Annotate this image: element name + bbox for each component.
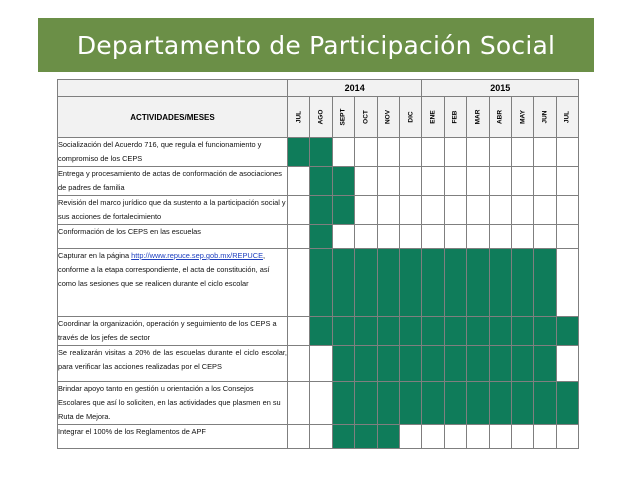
empty-cell [422, 425, 444, 449]
scheduled-cell [444, 346, 466, 382]
empty-cell [511, 167, 533, 196]
scheduled-cell [399, 249, 421, 317]
table-row [58, 317, 579, 346]
empty-cell [422, 167, 444, 196]
scheduled-cell [489, 317, 511, 346]
empty-cell [422, 196, 444, 225]
month-label: SEPT [339, 108, 347, 126]
month-header [332, 97, 354, 138]
scheduled-cell [511, 346, 533, 382]
activities-column-header: ACTIVIDADES/MESES [58, 97, 288, 138]
empty-cell [467, 167, 489, 196]
table-row [58, 382, 579, 425]
empty-cell [534, 225, 556, 249]
scheduled-cell [377, 346, 399, 382]
month-label: FEB [451, 110, 459, 124]
month-label: DIC [407, 111, 415, 123]
activity-text: Coordinar la organización, operación y seguimiento de los CEPS a través de los jefes de sector [58, 319, 277, 342]
month-header [556, 97, 578, 138]
scheduled-cell [467, 382, 489, 425]
scheduled-cell [511, 249, 533, 317]
scheduled-cell [332, 346, 354, 382]
activity-description [58, 382, 288, 425]
scheduled-cell [355, 425, 377, 449]
scheduled-cell [355, 346, 377, 382]
empty-cell [288, 317, 310, 346]
table-row [58, 425, 579, 449]
scheduled-cell [467, 249, 489, 317]
scheduled-cell [332, 249, 354, 317]
table-row [58, 138, 579, 167]
table-row [58, 346, 579, 382]
empty-cell [511, 225, 533, 249]
activity-text: , conforme a la etapa correspondiente, el acta de constitución, así como las sesiones que se realicen durante el ciclo escolar [58, 251, 270, 288]
scheduled-cell [332, 425, 354, 449]
table-row [58, 196, 579, 225]
empty-cell [332, 138, 354, 167]
scheduled-cell [332, 317, 354, 346]
empty-cell [467, 196, 489, 225]
empty-cell [556, 249, 578, 317]
scheduled-cell [310, 249, 332, 317]
empty-cell [556, 167, 578, 196]
activity-description [58, 138, 288, 167]
scheduled-cell [556, 382, 578, 425]
scheduled-cell [422, 382, 444, 425]
empty-cell [399, 225, 421, 249]
empty-cell [288, 225, 310, 249]
scheduled-cell [377, 317, 399, 346]
empty-cell [310, 382, 332, 425]
month-header [489, 97, 511, 138]
empty-cell [310, 425, 332, 449]
month-header [310, 97, 332, 138]
activity-description [58, 249, 288, 317]
empty-cell [444, 425, 466, 449]
year-header-row [58, 80, 579, 97]
scheduled-cell [288, 138, 310, 167]
scheduled-cell [377, 425, 399, 449]
empty-cell [556, 138, 578, 167]
scheduled-cell [534, 382, 556, 425]
scheduled-cell [489, 346, 511, 382]
empty-cell [467, 425, 489, 449]
empty-cell [399, 138, 421, 167]
empty-cell [422, 138, 444, 167]
empty-cell [288, 196, 310, 225]
scheduled-cell [422, 346, 444, 382]
scheduled-cell [355, 317, 377, 346]
empty-cell [377, 196, 399, 225]
empty-cell [288, 382, 310, 425]
scheduled-cell [511, 382, 533, 425]
scheduled-cell [467, 317, 489, 346]
activity-text: Socialización del Acuerdo 716, que regula el funcionamiento y compromiso de los CEPS [58, 140, 262, 163]
empty-cell [355, 196, 377, 225]
empty-cell [556, 225, 578, 249]
activity-description [58, 225, 288, 249]
empty-cell [444, 196, 466, 225]
month-header [444, 97, 466, 138]
empty-cell [399, 425, 421, 449]
empty-cell [556, 425, 578, 449]
scheduled-cell [534, 249, 556, 317]
scheduled-cell [399, 382, 421, 425]
scheduled-cell [377, 382, 399, 425]
month-label: AGO [317, 109, 325, 125]
month-label: JUL [295, 110, 303, 124]
scheduled-cell [332, 196, 354, 225]
table-row [58, 249, 579, 317]
scheduled-cell [444, 382, 466, 425]
empty-cell [556, 346, 578, 382]
scheduled-cell [310, 167, 332, 196]
scheduled-cell [489, 249, 511, 317]
activity-description [58, 317, 288, 346]
month-header [467, 97, 489, 138]
scheduled-cell [332, 167, 354, 196]
empty-cell [355, 167, 377, 196]
empty-cell [489, 225, 511, 249]
empty-cell [511, 425, 533, 449]
empty-cell [377, 138, 399, 167]
activity-description [58, 167, 288, 196]
empty-cell [355, 225, 377, 249]
empty-cell [534, 196, 556, 225]
month-label: NOV [384, 109, 392, 125]
scheduled-cell [467, 346, 489, 382]
month-label: JUN [541, 110, 549, 124]
empty-cell [399, 196, 421, 225]
scheduled-cell [511, 317, 533, 346]
activity-text: Se realizarán visitas a 20% de las escuelas durante el ciclo escolar, para verificar las acciones realizadas por el CEPS [58, 348, 287, 371]
month-header [288, 97, 310, 138]
empty-cell [467, 225, 489, 249]
table-row [58, 167, 579, 196]
empty-cell [467, 138, 489, 167]
empty-cell [444, 138, 466, 167]
month-header [511, 97, 533, 138]
empty-cell [288, 425, 310, 449]
activity-text: Integrar el 100% de los Reglamentos de APF [58, 427, 206, 436]
scheduled-cell [332, 382, 354, 425]
year-header: 2014 [288, 80, 422, 97]
scheduled-cell [422, 317, 444, 346]
repuce-link[interactable]: http://www.repuce.sep.gob.mx/REPUCE [131, 251, 263, 260]
scheduled-cell [444, 317, 466, 346]
scheduled-cell [422, 249, 444, 317]
empty-cell [489, 196, 511, 225]
empty-cell [399, 167, 421, 196]
scheduled-cell [310, 317, 332, 346]
month-header [534, 97, 556, 138]
empty-cell [444, 167, 466, 196]
scheduled-cell [377, 249, 399, 317]
scheduled-cell [489, 382, 511, 425]
empty-cell [511, 138, 533, 167]
month-header [422, 97, 444, 138]
page-title: Departamento de Participación Social [38, 18, 594, 72]
empty-cell [489, 425, 511, 449]
activity-text: Capturar en la página [58, 251, 132, 260]
table-row [58, 225, 579, 249]
activity-description [58, 346, 288, 382]
scheduled-cell [534, 317, 556, 346]
empty-cell [355, 138, 377, 167]
empty-cell [422, 225, 444, 249]
empty-cell [377, 225, 399, 249]
empty-cell [288, 167, 310, 196]
empty-cell [332, 225, 354, 249]
month-header [355, 97, 377, 138]
year-header: 2015 [422, 80, 579, 97]
activity-text: Brindar apoyo tanto en gestión u orientación a los Consejos Escolares que así lo soliciten, en las actividades que plasmen en su Ruta de Mejora. [58, 384, 281, 421]
empty-cell [288, 346, 310, 382]
scheduled-cell [310, 138, 332, 167]
empty-cell [377, 167, 399, 196]
empty-cell [534, 138, 556, 167]
activity-description [58, 196, 288, 225]
empty-cell [288, 249, 310, 317]
activity-text: Revisión del marco jurídico que da sustento a la participación social y sus acciones de fortalecimiento [58, 198, 286, 221]
month-label: MAY [519, 110, 527, 124]
month-label: JUL [563, 110, 571, 124]
scheduled-cell [444, 249, 466, 317]
empty-cell [489, 167, 511, 196]
activity-text: Conformación de los CEPS en las escuelas [58, 227, 201, 236]
scheduled-cell [399, 346, 421, 382]
activity-description [58, 425, 288, 449]
month-header-row [58, 97, 579, 138]
month-label: MAR [474, 109, 482, 125]
month-header [377, 97, 399, 138]
month-label: OCT [362, 110, 370, 124]
month-label: ABR [496, 109, 504, 125]
scheduled-cell [355, 382, 377, 425]
empty-cell [534, 167, 556, 196]
empty-cell [556, 196, 578, 225]
activity-text: Entrega y procesamiento de actas de conformación de asociaciones de padres de familia [58, 169, 282, 192]
scheduled-cell [310, 196, 332, 225]
year-header-blank [58, 80, 288, 97]
scheduled-cell [310, 225, 332, 249]
empty-cell [511, 196, 533, 225]
month-label: ENE [429, 110, 437, 124]
empty-cell [489, 138, 511, 167]
empty-cell [444, 225, 466, 249]
scheduled-cell [399, 317, 421, 346]
scheduled-cell [355, 249, 377, 317]
empty-cell [310, 346, 332, 382]
activity-schedule-table [57, 79, 579, 449]
month-header [399, 97, 421, 138]
empty-cell [534, 425, 556, 449]
scheduled-cell [556, 317, 578, 346]
scheduled-cell [534, 346, 556, 382]
